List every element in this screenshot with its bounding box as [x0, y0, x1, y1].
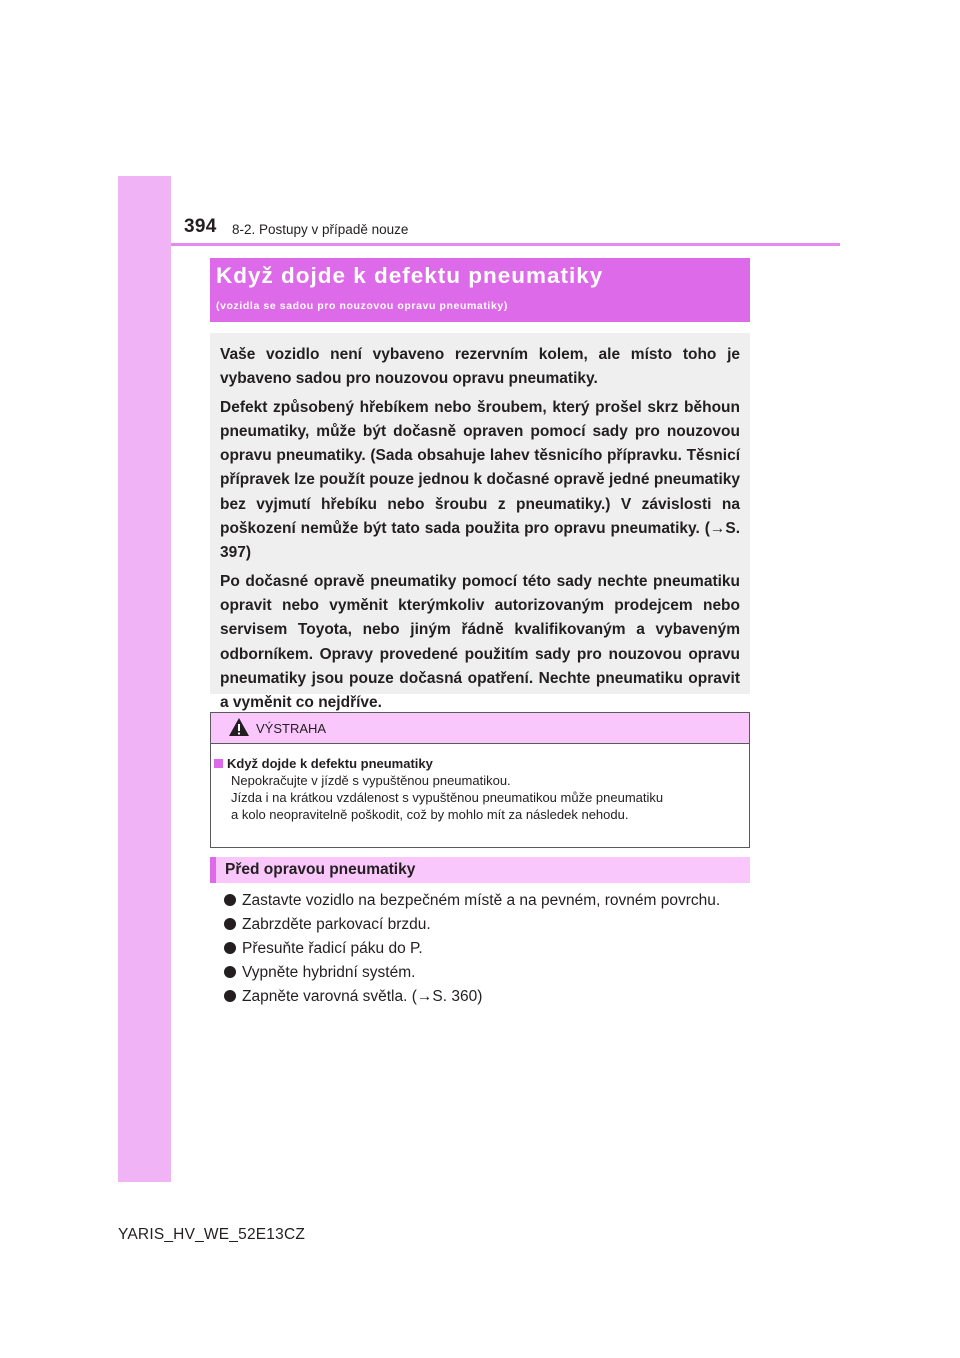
page-subtitle: (vozidla se sadou pro nouzovou opravu pneumatiky): [216, 300, 508, 312]
intro-paragraph-1: Vaše vozidlo není vybaveno rezervním kolem, ale místo toho je vybaveno sadou pro nouzovou opravu pneumatiky.: [220, 346, 740, 388]
intro-box: [210, 333, 750, 712]
bullet-icon: [224, 918, 236, 930]
step-text: Zastavte vozidlo na bezpečném místě a na pevném, rovném povrchu.: [242, 892, 721, 909]
intro-text: [220, 343, 740, 715]
step-text: Zapněte varovná světla. (→S. 360): [242, 988, 483, 1005]
list-item: [224, 987, 720, 1011]
warning-item-title: [214, 755, 744, 772]
bullet-icon: [224, 966, 236, 978]
chapter-sidebar-tab: [118, 176, 171, 1182]
document-code: YARIS_HV_WE_52E13CZ: [118, 1226, 306, 1243]
step-text: Zabrzděte parkovací brzdu.: [242, 916, 431, 933]
warning-body: [214, 755, 744, 823]
subheader-label: Před opravou pneumatiky: [225, 861, 416, 878]
subheader: [210, 857, 750, 883]
header-divider: [171, 243, 840, 246]
square-bullet-icon: [214, 759, 223, 768]
warning-line-2: Jízda i na krátkou vzdálenost s vypuštěnou pneumatikou může pneumatiku: [231, 790, 664, 805]
list-item: [224, 939, 720, 963]
steps-list: [224, 891, 720, 1011]
list-item: [224, 891, 720, 915]
intro-paragraph-2: Defekt způsobený hřebíkem nebo šroubem, který prošel skrz běhoun pneumatiky, může být dočasně opraven pomocí sady pro nouzovou opravu pneumatiky. (Sada obsahuje lahev těsnicího přípravku. Těsnicí přípravek lze použít pouze jednou k dočasné opravě jedné pneumatiky bez vyjmutí hřebíku nebo šroubu z pneumatiky.) V závislosti na poškození nemůže být tato sada použita pro opravu pneumatiky. (→S. 397): [220, 398, 740, 562]
warning-line-1: Nepokračujte v jízdě s vypuštěnou pneumatikou.: [231, 773, 511, 788]
step-text: Vypněte hybridní systém.: [242, 964, 416, 981]
bullet-icon: [224, 990, 236, 1002]
page-title-box: [210, 258, 750, 322]
warning-triangle-icon: [228, 717, 250, 737]
page-number: 394: [184, 216, 217, 237]
bullet-icon: [224, 942, 236, 954]
intro-paragraph-3: Po dočasné opravě pneumatiky pomocí této sady nechte pneumatiku opravit nebo vyměnit kterýmkoliv autorizovaným prodejcem nebo servisem Toyota, nebo jiným řádně kvalifikovaným a vybaveným odborníkem. Opravy provedené použitím sady pro nouzovou opravu pneumatiky jsou pouze dočasná opatření. Nechte pneumatiku opravit a vyměnit co nejdříve.: [220, 572, 740, 712]
warning-header: [211, 713, 749, 744]
warning-label: VÝSTRAHA: [256, 721, 327, 736]
warning-box: [210, 712, 750, 848]
step-text: Přesuňte řadicí páku do P.: [242, 940, 423, 957]
warning-line-3: a kolo neopravitelně poškodit, což by mohlo mít za následek nehodu.: [231, 807, 629, 822]
bullet-icon: [224, 894, 236, 906]
subheader-accent-bar: [210, 857, 216, 883]
section-title: 8-2. Postupy v případě nouze: [232, 222, 409, 237]
list-item: [224, 915, 720, 939]
warning-item-title-text: Když dojde k defektu pneumatiky: [227, 756, 433, 771]
list-item: [224, 963, 720, 987]
page-title: Když dojde k defektu pneumatiky: [216, 263, 604, 288]
